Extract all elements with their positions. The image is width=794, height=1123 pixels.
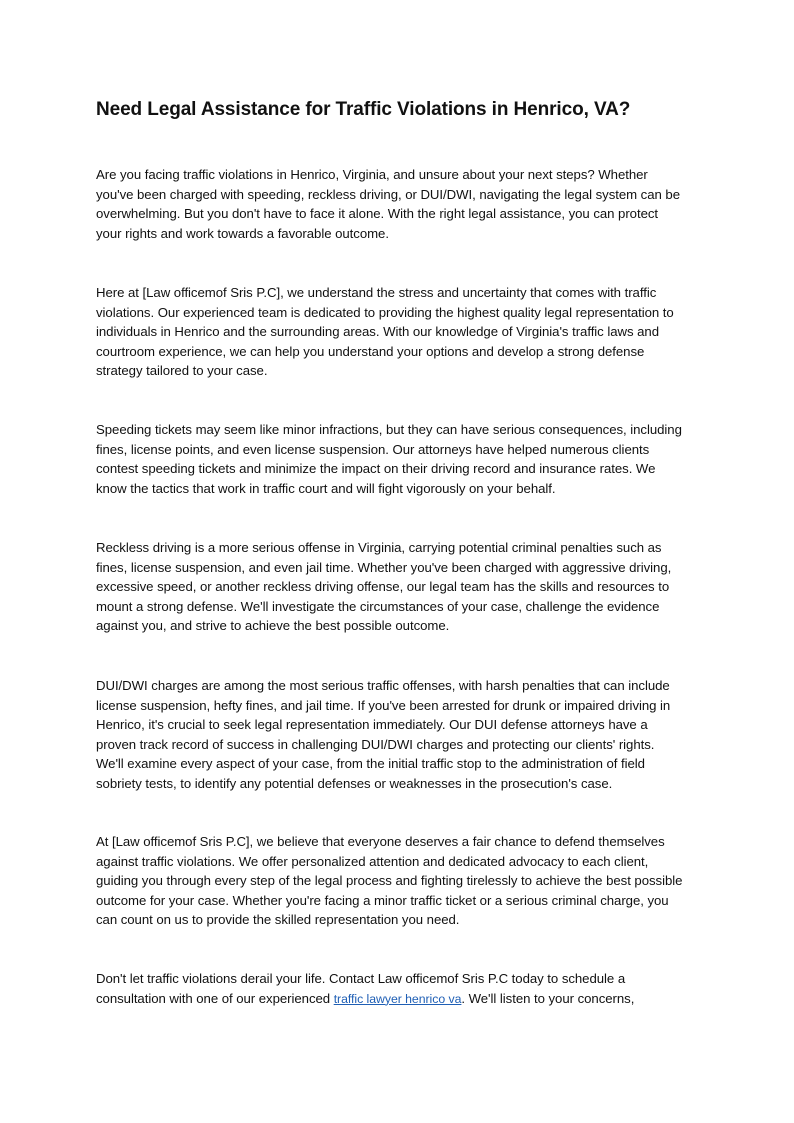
paragraph-speeding: [96, 420, 702, 498]
text-line: against traffic violations. We offer personalized attention and dedicated advocacy to each client,: [96, 853, 649, 869]
text-line: fines, license points, and even license suspension. Our attorneys have helped numerous clients: [96, 441, 650, 457]
text-line: Don't let traffic violations derail your life. Contact Law officemof Sris P.C today to schedule a: [96, 971, 626, 986]
paragraph-intro: [96, 165, 702, 243]
text-line: sobriety tests, to identify any potential defenses or weaknesses in the prosecution's case.: [96, 775, 613, 791]
text-line: excessive speed, or another reckless driving offense, our legal team has the skills and resources to: [96, 579, 670, 595]
text-line: Speeding tickets may seem like minor infractions, but they can have serious consequences, including: [96, 422, 682, 437]
text-line: Henrico, it's crucial to seek legal representation immediately. Our DUI defense attorneys have a: [96, 717, 648, 733]
paragraph-commitment: [96, 832, 702, 930]
text-line: mount a strong defense. We'll investigate the circumstances of your case, challenge the evidence: [96, 598, 660, 614]
text-line: fines, license suspension, and even jail time. Whether you've been charged with aggressive driving,: [96, 559, 672, 575]
traffic-lawyer-link[interactable]: traffic lawyer henrico va: [333, 991, 462, 1006]
paragraph-about-firm: [96, 283, 702, 381]
text-line: can count on us to provide the skilled representation you need.: [96, 912, 460, 928]
text-line: individuals in Henrico and the surrounding areas. With our knowledge of Virginia's traffic laws and: [96, 324, 659, 340]
text-line-with-link: [96, 989, 702, 1010]
text-line: We'll examine every aspect of your case, from the initial traffic stop to the administration of field: [96, 756, 645, 772]
text-line: license suspension, hefty fines, and jail time. If you've been arrested for drunk or impaired driving in: [96, 697, 671, 713]
text-line: contest speeding tickets and minimize the impact on their driving record and insurance rates. We: [96, 461, 656, 477]
page-title: Need Legal Assistance for Traffic Violations in Henrico, VA?: [96, 99, 631, 120]
text-line: At [Law officemof Sris P.C], we believe that everyone deserves a fair chance to defend themselves: [96, 834, 665, 849]
text-line: you've been charged with speeding, reckless driving, or DUI/DWI, navigating the legal system can be: [96, 186, 680, 202]
text-line: violations. Our experienced team is dedicated to providing the highest quality legal representation to: [96, 304, 674, 320]
text-line: Here at [Law officemof Sris P.C], we understand the stress and uncertainty that comes with traffic: [96, 285, 657, 300]
text-line: proven track record of success in challenging DUI/DWI charges and protecting our clients' rights.: [96, 736, 655, 752]
paragraph-dui-dwi: [96, 676, 702, 794]
paragraph-closing: [96, 969, 702, 1009]
paragraph-reckless-driving: [96, 538, 702, 636]
text-line: your rights and work towards a favorable outcome.: [96, 225, 389, 241]
text-line: know the tactics that work in traffic court and will fight vigorously on your behalf.: [96, 480, 556, 496]
text-line: Reckless driving is a more serious offense in Virginia, carrying potential criminal penalties such as: [96, 540, 662, 555]
text-line: against you, and strive to achieve the best possible outcome.: [96, 618, 450, 634]
text-line: DUI/DWI charges are among the most serious traffic offenses, with harsh penalties that can include: [96, 678, 670, 693]
text-line: courtroom experience, we can help you understand your options and develop a strong defense: [96, 343, 645, 359]
text-line: overwhelming. But you don't have to face it alone. With the right legal assistance, you can protect: [96, 206, 659, 222]
text-line: strategy tailored to your case.: [96, 363, 268, 379]
text-line: outcome for your case. Whether you're facing a minor traffic ticket or a serious criminal charge, you: [96, 892, 669, 908]
text-line: guiding you through every step of the legal process and fighting tirelessly to achieve the best possible: [96, 873, 683, 889]
text-line: Are you facing traffic violations in Henrico, Virginia, and unsure about your next steps? Whether: [96, 167, 648, 182]
closing-text-after-link: . We'll listen to your concerns,: [461, 990, 635, 1006]
closing-text-before-link: consultation with one of our experienced: [96, 990, 334, 1006]
